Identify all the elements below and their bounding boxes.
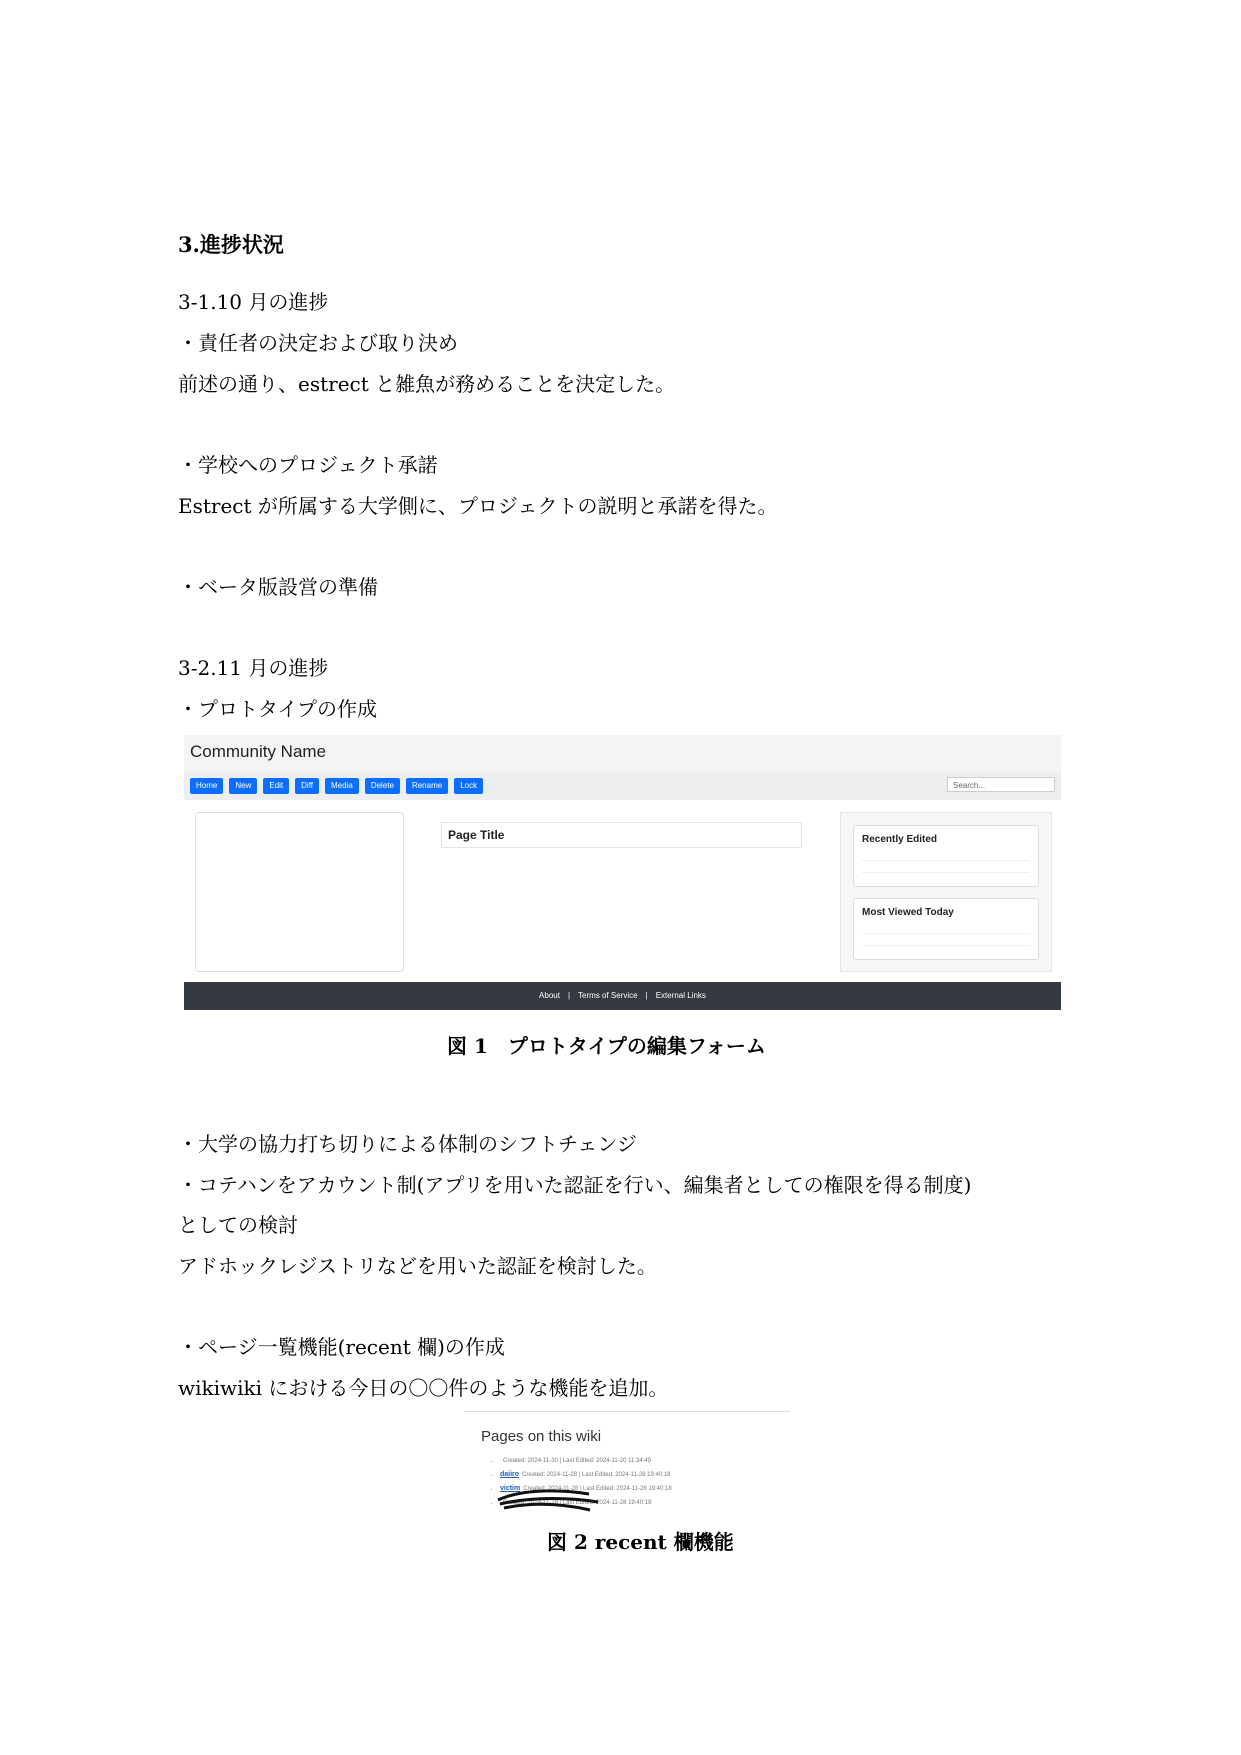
bullet-account: ・コテハンをアカウント制(アプリを用いた認証を行い、編集者としての権限を得る制度) — [178, 1173, 972, 1197]
footer-separator: | — [567, 991, 571, 1000]
subheading-november: 3-2.11 月の進捗 — [178, 656, 329, 680]
bullet-school: ・学校へのプロジェクト承諾 — [178, 453, 438, 477]
footer — [184, 982, 1061, 1010]
bullet-responsible: ・責任者の決定および取り決め — [178, 331, 458, 355]
subheading-october: 3-1.10 月の進捗 — [178, 290, 329, 314]
bullet-prototype: ・プロトタイプの作成 — [178, 697, 377, 721]
recently-edited-card — [853, 825, 1039, 887]
figure-recent-list-screenshot — [464, 1411, 790, 1511]
diff-button[interactable]: Diff — [295, 778, 319, 794]
brand-title: Community Name — [190, 742, 327, 761]
most-viewed-heading: Most Viewed Today — [862, 907, 954, 918]
home-button[interactable]: Home — [190, 778, 223, 794]
paragraph-recent: wikiwiki における今日の〇〇件のような機能を追加。 — [178, 1376, 669, 1400]
footer-about-link[interactable]: About — [539, 991, 560, 1000]
bullet-recent: ・ページ一覧機能(recent 欄)の作成 — [178, 1335, 505, 1359]
figure-1-caption: 図 1 プロトタイプの編集フォーム — [447, 1034, 766, 1058]
left-sidebar-panel — [195, 812, 404, 972]
pages-list-title: Pages on this wiki — [481, 1428, 602, 1445]
figure-prototype-screenshot — [184, 735, 1061, 1012]
bullet-account-continued: としての検討 — [178, 1213, 298, 1237]
section-heading: 3.進捗状況 — [178, 232, 284, 257]
navbar — [184, 735, 1061, 773]
paragraph-school: Estrect が所属する大学側に、プロジェクトの説明と承諾を得た。 — [178, 494, 778, 518]
page-title-field[interactable]: Page Title — [441, 822, 802, 848]
list-item — [500, 1469, 672, 1483]
toolbar — [184, 772, 1061, 800]
divider — [862, 872, 1030, 873]
page-meta: Created: 2024-11-30 | Last Edited: 2024-11-20 11:34:49 — [503, 1458, 651, 1464]
divider — [862, 945, 1030, 946]
new-button[interactable]: New — [229, 778, 257, 794]
page-meta: Created: 2024-11-28 | Last Edited: 2024-11-28 19:40:18 — [503, 1500, 652, 1506]
edit-button[interactable]: Edit — [263, 778, 289, 794]
footer-separator: | — [645, 991, 648, 1000]
page-meta: Created: 2024-11-28 | Last Edited: 2024-11-28 19:40:18 — [523, 1486, 672, 1492]
recently-edited-heading: Recently Edited — [862, 834, 938, 845]
redaction-scribble — [494, 1484, 604, 1514]
most-viewed-card — [853, 898, 1039, 960]
rename-button[interactable]: Rename — [406, 778, 448, 794]
footer-terms-link[interactable]: Terms of Service — [578, 991, 638, 1000]
divider — [862, 933, 1030, 934]
delete-button[interactable]: Delete — [365, 778, 400, 794]
page-link[interactable]: victim — [500, 1485, 521, 1492]
divider — [862, 860, 1030, 861]
paragraph-responsible: 前述の通り、estrect と雑魚が務めることを決定した。 — [178, 372, 676, 396]
footer-external-links[interactable]: External Links — [655, 991, 706, 1000]
page-meta: Created: 2024-11-28 | Last Edited: 2024-11-28 19:40:18 — [522, 1472, 671, 1478]
bullet-beta: ・ベータ版設営の準備 — [178, 575, 378, 599]
bullet-shift: ・大学の協力打ち切りによる体制のシフトチェンジ — [178, 1132, 637, 1156]
paragraph-account: アドホックレジストリなどを用いた認証を検討した。 — [178, 1254, 657, 1278]
lock-button[interactable]: Lock — [454, 778, 483, 794]
list-item — [500, 1455, 672, 1469]
page-link[interactable]: daiiro — [500, 1471, 520, 1478]
media-button[interactable]: Media — [325, 778, 359, 794]
figure-2-caption: 図 2 recent 欄機能 — [547, 1530, 734, 1554]
right-sidebar-panel — [840, 812, 1052, 972]
search-input[interactable]: Search... — [947, 777, 1055, 792]
